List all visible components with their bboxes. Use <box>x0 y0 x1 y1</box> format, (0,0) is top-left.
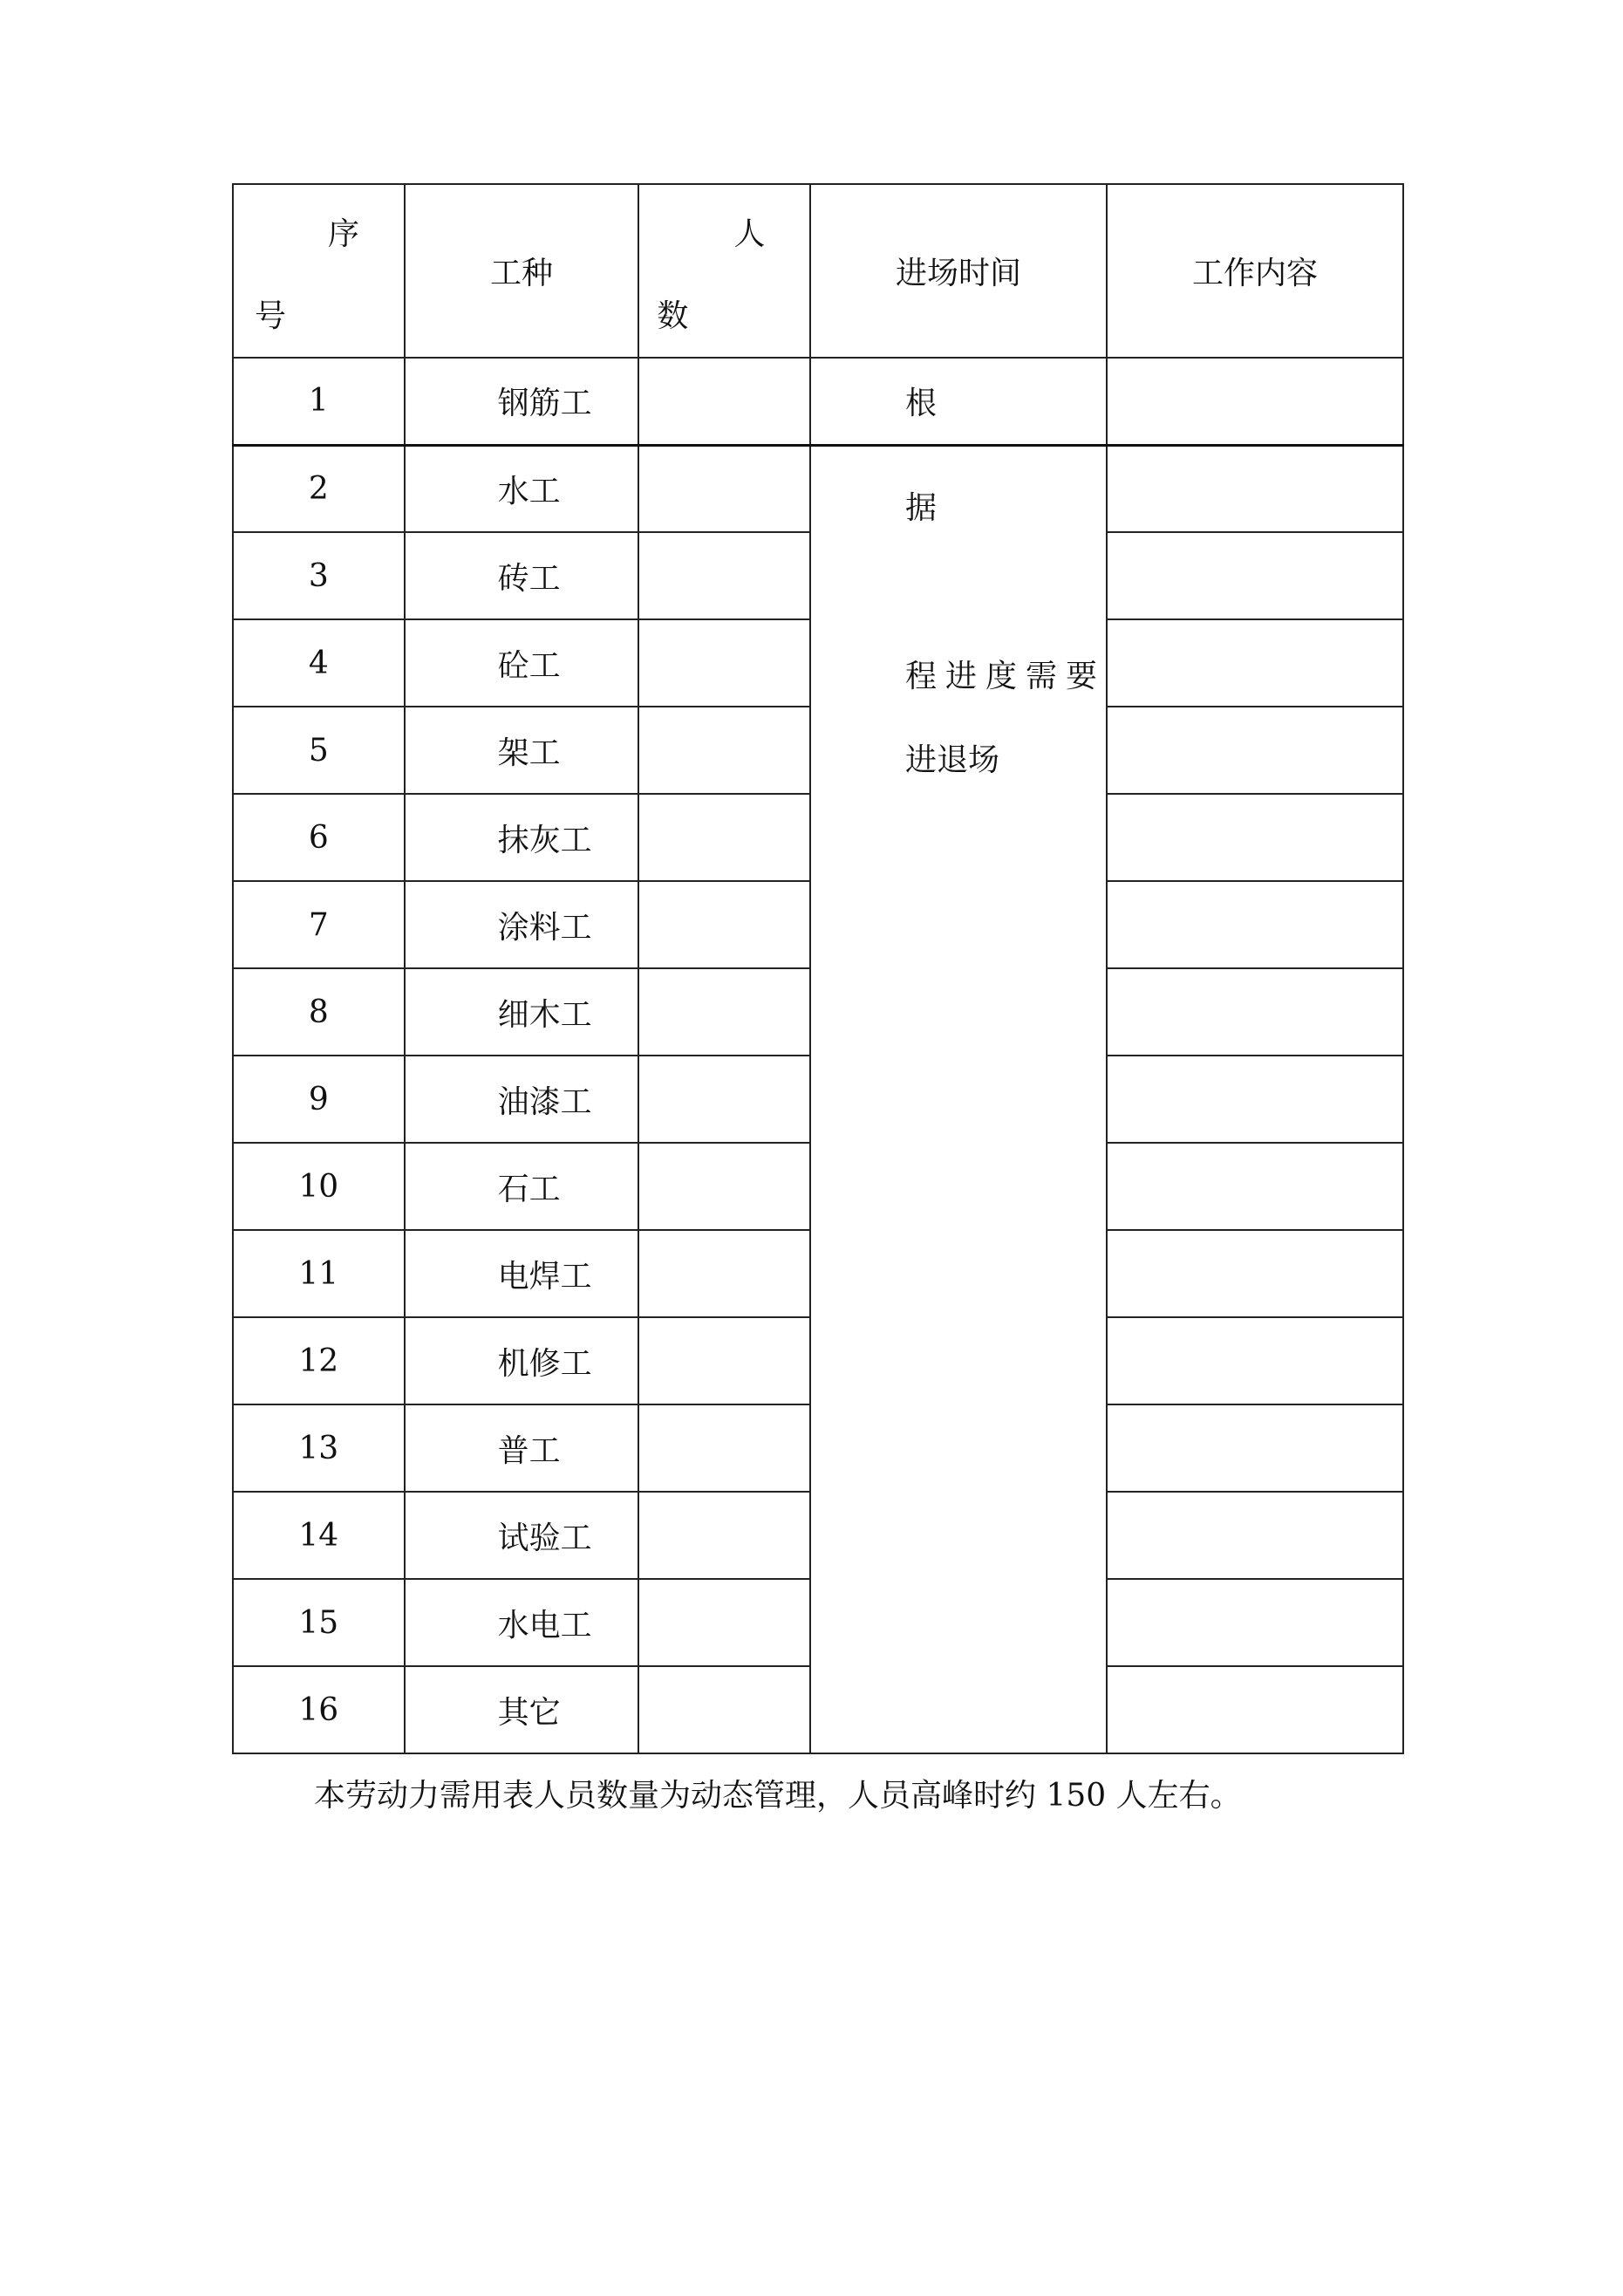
row-trade: 砼工 <box>405 619 639 707</box>
row-trade: 钢筋工 <box>405 358 639 445</box>
row-count <box>638 794 810 881</box>
row-work-content <box>1107 881 1403 968</box>
row-number: 5 <box>233 707 405 794</box>
row-count <box>638 532 810 619</box>
row-trade: 涂料工 <box>405 881 639 968</box>
row-work-content <box>1107 1492 1403 1579</box>
header-seq-bottom: 号 <box>255 298 287 334</box>
row-trade: 抹灰工 <box>405 794 639 881</box>
row-count <box>638 1230 810 1317</box>
entry-time-text-first: 根 <box>810 358 1107 445</box>
row-work-content <box>1107 532 1403 619</box>
row-count <box>638 968 810 1056</box>
row-trade: 其它 <box>405 1666 639 1753</box>
row-number: 9 <box>233 1056 405 1143</box>
row-number: 15 <box>233 1579 405 1666</box>
header-count-top: 人 <box>733 216 766 252</box>
row-count <box>638 1143 810 1230</box>
header-count <box>638 184 810 358</box>
labor-demand-table <box>232 183 1404 1754</box>
table-footnote: 本劳动力需用表人员数量为动态管理，人员高峰时约 150 人左右。 <box>314 1778 1242 1814</box>
row-number: 1 <box>233 358 405 445</box>
row-number: 11 <box>233 1230 405 1317</box>
row-work-content <box>1107 1404 1403 1492</box>
row-count <box>638 358 810 445</box>
row-trade: 砖工 <box>405 532 639 619</box>
row-number: 3 <box>233 532 405 619</box>
header-seq <box>233 184 405 358</box>
row-number: 10 <box>233 1143 405 1230</box>
row-trade: 水电工 <box>405 1579 639 1666</box>
row-work-content <box>1107 1230 1403 1317</box>
row-count <box>638 707 810 794</box>
row-trade: 机修工 <box>405 1317 639 1404</box>
row-number: 8 <box>233 968 405 1056</box>
row-trade: 水工 <box>405 445 639 532</box>
header-trade: 工种 <box>405 184 639 358</box>
entry-time-line-3: 进退场 <box>904 741 999 778</box>
row-number: 13 <box>233 1404 405 1492</box>
row-work-content <box>1107 707 1403 794</box>
row-count <box>638 881 810 968</box>
row-work-content <box>1107 968 1403 1056</box>
row-trade: 石工 <box>405 1143 639 1230</box>
row-count <box>638 1492 810 1579</box>
row-trade: 电焊工 <box>405 1230 639 1317</box>
row-count <box>638 1056 810 1143</box>
row-number: 12 <box>233 1317 405 1404</box>
row-work-content <box>1107 1579 1403 1666</box>
header-entry-time: 进场时间 <box>810 184 1107 358</box>
table-header-row <box>233 184 1403 358</box>
row-work-content <box>1107 1666 1403 1753</box>
header-count-bottom: 数 <box>657 298 689 334</box>
row-number: 6 <box>233 794 405 881</box>
entry-time-line-2: 程进度需要 <box>904 658 1106 694</box>
header-work-content: 工作内容 <box>1107 184 1403 358</box>
row-work-content <box>1107 358 1403 445</box>
row-count <box>638 1579 810 1666</box>
row-work-content <box>1107 1056 1403 1143</box>
row-count <box>638 619 810 707</box>
row-count <box>638 1666 810 1753</box>
row-trade: 架工 <box>405 707 639 794</box>
row-number: 16 <box>233 1666 405 1753</box>
header-seq-top: 序 <box>328 216 360 252</box>
table-row <box>233 445 1403 532</box>
row-count <box>638 445 810 532</box>
table-row <box>233 358 1403 445</box>
entry-time-merged-cell <box>810 445 1107 1753</box>
row-work-content <box>1107 619 1403 707</box>
row-trade: 试验工 <box>405 1492 639 1579</box>
row-work-content <box>1107 1317 1403 1404</box>
row-trade: 细木工 <box>405 968 639 1056</box>
row-count <box>638 1404 810 1492</box>
row-number: 7 <box>233 881 405 968</box>
row-count <box>638 1317 810 1404</box>
row-number: 2 <box>233 445 405 532</box>
row-number: 14 <box>233 1492 405 1579</box>
entry-time-line-1: 据 <box>904 489 937 526</box>
row-work-content <box>1107 794 1403 881</box>
row-trade: 普工 <box>405 1404 639 1492</box>
row-trade: 油漆工 <box>405 1056 639 1143</box>
row-number: 4 <box>233 619 405 707</box>
row-work-content <box>1107 445 1403 532</box>
row-work-content <box>1107 1143 1403 1230</box>
